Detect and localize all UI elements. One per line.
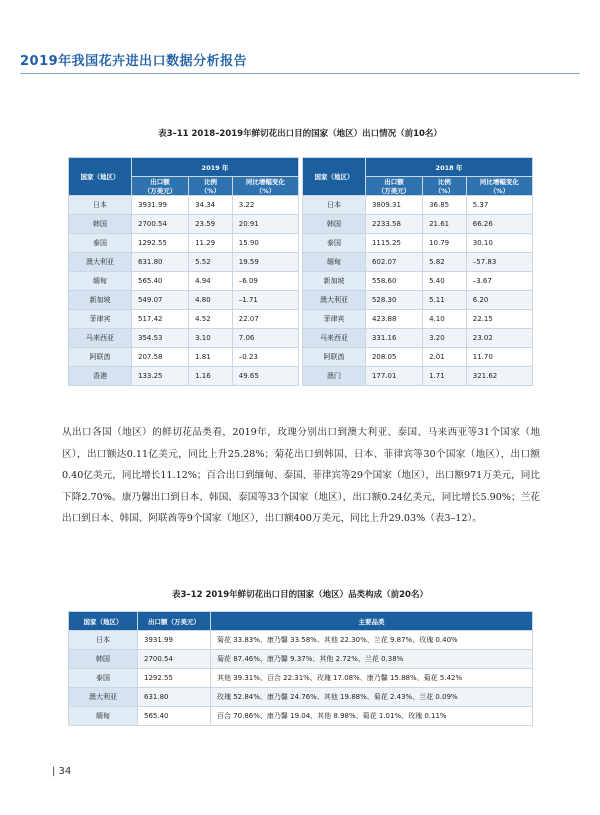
ratio-cell: 3.10 [189,329,233,348]
ratio-cell: 5.11 [423,291,467,310]
export-value-cell: 1292.55 [132,234,189,253]
export-value-cell: 549.07 [132,291,189,310]
change-cell: 20.91 [232,215,298,234]
col-main-category-header: 主要品类 [211,612,533,631]
ratio-cell: 4.80 [189,291,233,310]
table-row [69,650,533,669]
export-value-cell: 1292.55 [138,669,211,688]
change-cell: 30.10 [466,234,532,253]
change-cell: 11.70 [466,348,532,367]
export-value-cell: 2700.54 [132,215,189,234]
col-country-header: 国家（地区） [69,158,132,196]
table-row [69,272,533,291]
ratio-cell: 2.01 [423,348,467,367]
country-cell: 韩国 [302,215,365,234]
change-cell: 22.15 [466,310,532,329]
table-row [69,215,533,234]
export-value-cell: 558.60 [365,272,422,291]
country-cell: 马来西亚 [302,329,365,348]
country-cell: 泰国 [69,234,132,253]
col-export-header: 出口额（万美元） [138,612,211,631]
change-cell: 23.02 [466,329,532,348]
ratio-cell: 1.71 [423,367,467,386]
table1-caption: 表3–11 2018–2019年鲜切花出口目的国家（地区）出口情况（前10名） [158,129,442,139]
change-cell: –57.83 [466,253,532,272]
header-divider [20,73,580,74]
ratio-cell: 3.20 [423,329,467,348]
ratio-cell: 5.40 [423,272,467,291]
country-cell: 日本 [302,196,365,215]
change-cell: 7.06 [232,329,298,348]
export-value-cell: 631.80 [132,253,189,272]
change-cell: –0.23 [232,348,298,367]
table-row [69,329,533,348]
table-row [69,310,533,329]
country-cell: 阿联酋 [302,348,365,367]
main-category-cell: 菊花 33.83%、康乃馨 33.58%、其他 22.30%、兰花 9.87%、玫瑰 0.40% [211,631,533,650]
category-composition-table [68,611,533,726]
body-paragraph: 从出口各国（地区）的鲜切花品类看，2019年，玫瑰分别出口到澳大利亚、泰国、马来西亚等31个国家（地区），出口额达0.11亿美元，同比上升25.28%；菊花出口到韩国、日本、菲律宾等30个国家（地区），出口额0.40亿美元，同比增长11.12%；百合出口到缅甸、泰国、菲律宾等29个国家（地区），出口额971万美元，同比下降2.70%。康乃馨出口到日本、韩国、泰国等33个国家（地区），出口额0.24亿美元，同比增长5.90%；兰花出口到日本、韩国、阿联酋等9个国家（地区），出口额400万美元，同比上升29.03%（表3–12）。 [62,427,540,525]
change-cell: 5.37 [466,196,532,215]
country-cell: 泰国 [69,669,138,688]
table-row [69,234,533,253]
export-value-cell: 133.25 [132,367,189,386]
country-cell: 澳门 [302,367,365,386]
col-ratio-header-2018: 比例 （%） [423,177,467,196]
country-cell: 韩国 [69,215,132,234]
table-row [69,253,533,272]
col-export-header: 出口额 （万美元） [132,177,189,196]
country-cell: 澳大利亚 [69,688,138,707]
ratio-cell: 34.34 [189,196,233,215]
change-cell: 19.59 [232,253,298,272]
country-cell: 澳大利亚 [302,291,365,310]
export-value-cell: 602.07 [365,253,422,272]
export-value-cell: 565.40 [138,707,211,726]
country-cell: 日本 [69,196,132,215]
col-ratio-header: 比例 （%） [189,177,233,196]
export-value-cell: 208.05 [365,348,422,367]
col-country-header-2018: 国家（地区） [302,158,365,196]
ratio-cell: 1.16 [189,367,233,386]
ratio-cell: 4.52 [189,310,233,329]
country-cell: 菲律宾 [69,310,132,329]
main-category-cell: 菊花 87.46%、康乃馨 9.37%、其他 2.72%、兰花 0.38% [211,650,533,669]
ratio-cell: 23.59 [189,215,233,234]
country-cell: 阿联酋 [69,348,132,367]
col-change-header: 同比增幅变化 （%） [232,177,298,196]
export-value-cell: 2700.54 [138,650,211,669]
col-country-header: 国家（地区） [69,612,138,631]
table-row [69,367,533,386]
change-cell: 15.90 [232,234,298,253]
export-value-cell: 631.80 [138,688,211,707]
export-value-cell: 3931.99 [138,631,211,650]
table-row [69,291,533,310]
table-row [69,631,533,650]
table2-caption: 表3–12 2019年鲜切花出口目的国家（地区）品类构成（前20名） [172,590,428,600]
main-category-cell: 其他 39.31%、百合 22.31%、玫瑰 17.08%、康乃馨 15.88%、菊花 5.42% [211,669,533,688]
country-cell: 澳大利亚 [69,253,132,272]
change-cell: 3.22 [232,196,298,215]
page-header-title: 2019年我国花卉进出口数据分析报告 [20,54,248,69]
table-row [69,196,533,215]
page-number: | 34 [52,766,72,777]
country-cell: 缅甸 [69,272,132,291]
export-value-cell: 565.40 [132,272,189,291]
country-cell: 新加坡 [69,291,132,310]
country-cell: 日本 [69,631,138,650]
export-value-cell: 354.53 [132,329,189,348]
ratio-cell: 5.82 [423,253,467,272]
table-row [69,669,533,688]
ratio-cell: 36.85 [423,196,467,215]
ratio-cell: 1.81 [189,348,233,367]
export-value-cell: 3931.99 [132,196,189,215]
country-cell: 马来西亚 [69,329,132,348]
ratio-cell: 10.79 [423,234,467,253]
export-value-cell: 177.01 [365,367,422,386]
year-2019-header: 2019 年 [132,158,299,177]
country-cell: 香港 [69,367,132,386]
country-cell: 缅甸 [302,253,365,272]
col-change-header-2018: 同比增幅变化 （%） [466,177,532,196]
change-cell: –3.67 [466,272,532,291]
country-cell: 泰国 [302,234,365,253]
ratio-cell: 4.94 [189,272,233,291]
table-row [69,688,533,707]
export-value-cell: 423.88 [365,310,422,329]
col-export-header-2018: 出口额 （万美元） [365,177,422,196]
export-destination-table [68,157,533,386]
country-cell: 新加坡 [302,272,365,291]
table-row [69,348,533,367]
change-cell: 49.65 [232,367,298,386]
export-value-cell: 517.42 [132,310,189,329]
change-cell: 22.07 [232,310,298,329]
country-cell: 韩国 [69,650,138,669]
export-value-cell: 2233.58 [365,215,422,234]
ratio-cell: 4.10 [423,310,467,329]
main-category-cell: 百合 70.86%、康乃馨 19.04、其他 8.98%、菊花 1.01%、玫瑰 0.11% [211,707,533,726]
change-cell: 66.26 [466,215,532,234]
ratio-cell: 5.52 [189,253,233,272]
table-row [69,707,533,726]
export-value-cell: 528.30 [365,291,422,310]
export-value-cell: 207.58 [132,348,189,367]
year-2018-header: 2018 年 [365,158,532,177]
export-value-cell: 1115.25 [365,234,422,253]
change-cell: –1.71 [232,291,298,310]
change-cell: –6.09 [232,272,298,291]
change-cell: 321.62 [466,367,532,386]
country-cell: 菲律宾 [302,310,365,329]
ratio-cell: 21.61 [423,215,467,234]
ratio-cell: 11.29 [189,234,233,253]
country-cell: 缅甸 [69,707,138,726]
change-cell: 6.20 [466,291,532,310]
export-value-cell: 3809.31 [365,196,422,215]
export-value-cell: 331.16 [365,329,422,348]
main-category-cell: 玫瑰 52.84%、康乃馨 24.76%、其他 19.88%、菊花 2.43%、兰花 0.09% [211,688,533,707]
